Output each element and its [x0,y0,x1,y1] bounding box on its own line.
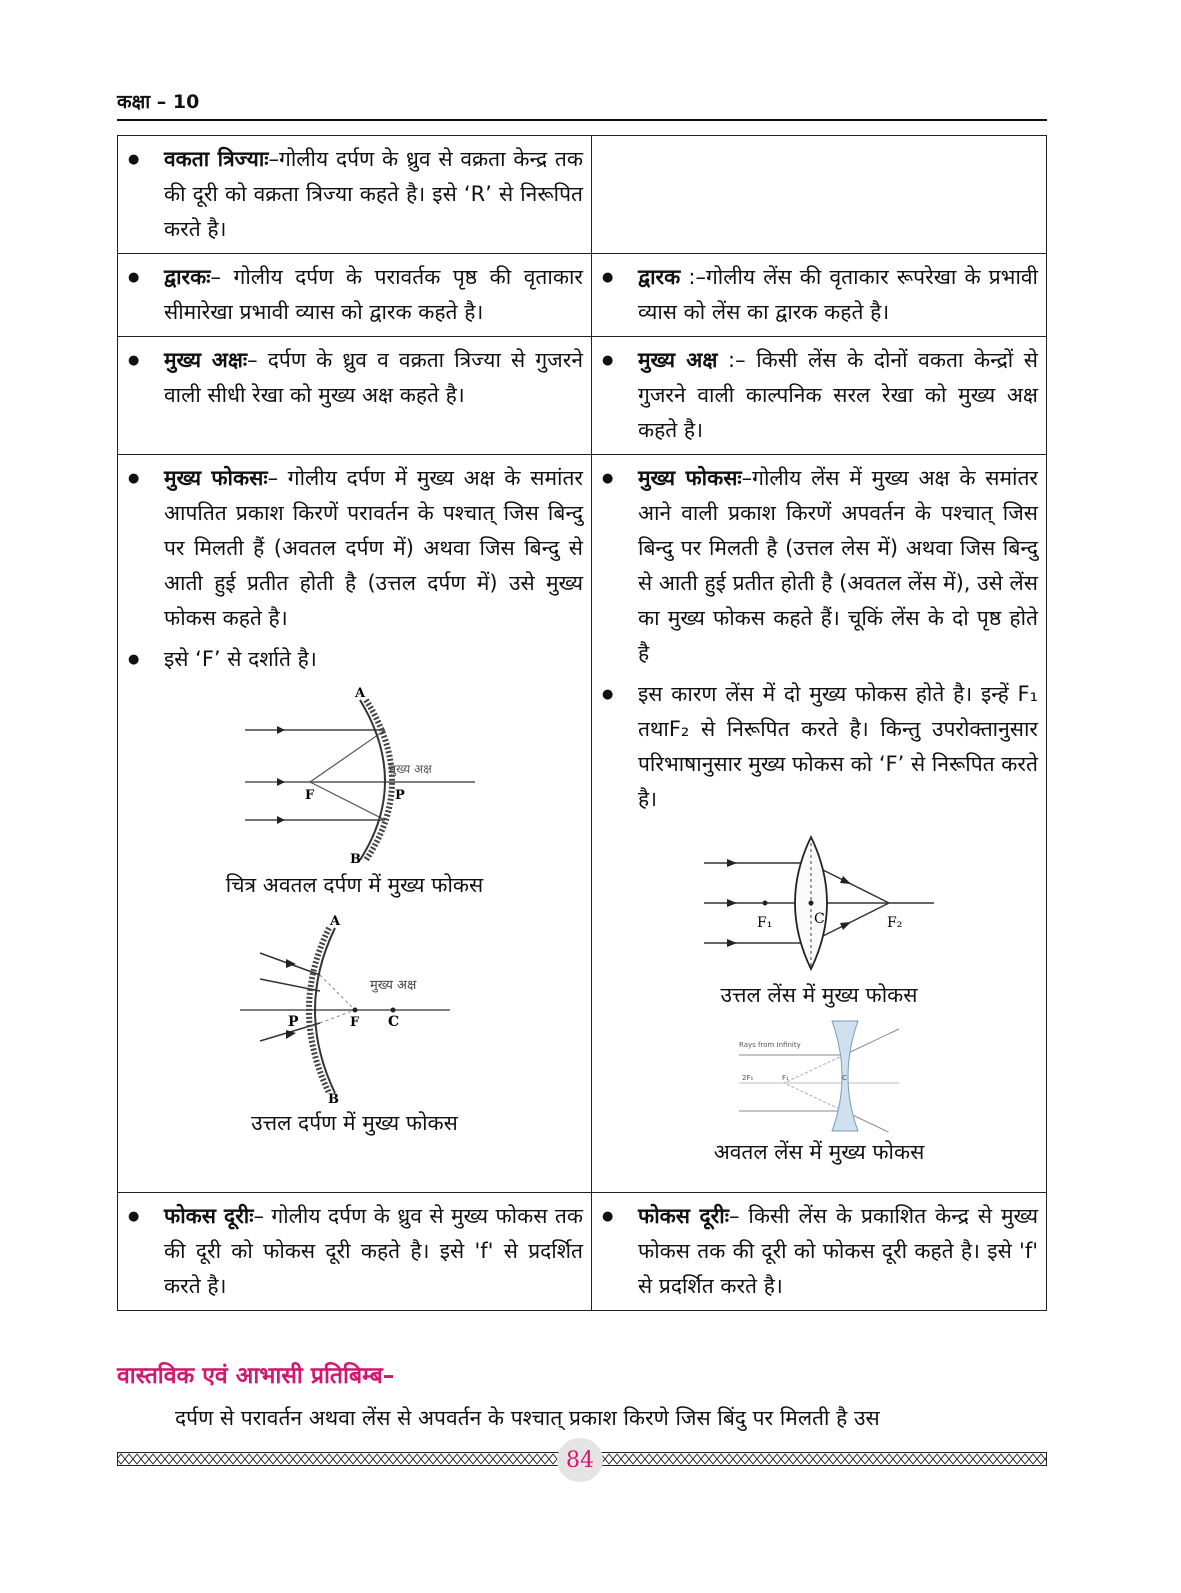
lens-cell [592,1193,1047,1311]
label-f1: F₁ [757,915,773,931]
mirror-cell [118,1193,592,1311]
list-item [600,343,1038,448]
list-item [126,260,583,330]
label-c: C [387,1014,399,1030]
definition-text: – गोलीय दर्पण के ध्रुव से मुख्य फोकस तक की दूरी को फोकस दूरी कहते है। इसे 'f' से प्रदर्शित करते है। [164,1204,583,1298]
convex-mirror-figure [126,913,583,1137]
label-a: A [354,686,365,701]
page-number: 84 [557,1438,603,1482]
table-row-principal-focus [118,455,1047,1193]
mirror-cell [118,136,592,254]
section-heading: वास्तविक एवं आभासी प्रतिबिम्ब– [117,1363,395,1389]
term-label: फोकस दूरीः [164,1204,254,1228]
concave-lens-figure [600,1017,1038,1166]
term-label: मुख्य फोकसः [638,466,742,490]
definition-text: – किसी लेंस के प्रकाशित केन्द्र से मुख्य फोकस तक की दूरी को फोकस दूरी कहते है। इसे 'f' से प्रदर्शित करते है। [638,1204,1038,1298]
table-row-principal-axis [118,337,1047,455]
rays-label: Rays from Infinity [739,1041,801,1049]
label-f: F [304,788,314,803]
table-row-aperture [118,254,1047,337]
definition-text: :– किसी लेंस के दोनों वकता केन्द्रों से गुजरने वाली काल्पनिक सरल रेखा को मुख्य अक्ष कहते है। [638,348,1039,442]
figure-caption: उत्तल लेंस में मुख्य फोकस [720,983,918,1007]
definition-text: – दर्पण के ध्रुव व वक्रता त्रिज्या से गुजरने वाली सीधी रेखा को मुख्य अक्ष कहते है। [164,348,583,407]
term-label: द्वारक [638,265,681,289]
label-b: B [349,852,361,865]
axis-label: मुख्य अक्ष [369,978,416,993]
table-row-focal-length [118,1193,1047,1311]
figure-caption: चित्र अवतल दर्पण में मुख्य फोकस [225,873,484,897]
list-item [126,461,583,636]
convex-lens-figure [600,835,1038,1009]
list-item [126,142,583,247]
term-label: मुख्य अक्षः [164,348,248,372]
term-label: मुख्य अक्ष [638,348,718,372]
definition-text: – गोलीय दर्पण के परावर्तक पृष्ठ की वृताकार सीमारेखा प्रभावी व्यास को द्वारक कहते है। [164,265,583,324]
lens-cell [592,455,1047,1193]
lens-cell [592,337,1047,455]
term-label: वकता त्रिज्याः [164,147,269,171]
table-row-radius [118,136,1047,254]
convex-mirror-diagram [240,913,470,1103]
concave-mirror-diagram [235,685,475,865]
list-item [600,1199,1038,1304]
list-item [600,260,1038,330]
concave-mirror-figure [126,685,583,899]
definition-text: इसे ‘F’ से दर्शाते है। [164,647,317,671]
figure-caption: अवतल लेंस में मुख्य फोकस [713,1140,925,1164]
mirror-cell [118,337,592,455]
label-a: A [329,914,340,929]
list-item [126,343,583,413]
section-paragraph: दर्पण से परावर्तन अथवा लेंस से अपवर्तन के पश्चात् प्रकाश किरणे जिस बिंदु पर मिलती है उस [175,1406,880,1430]
label-f: F [349,1015,359,1030]
label-f2: F₂ [887,915,903,931]
label-c: C [814,911,825,927]
definition-text: –गोलीय दर्पण के ध्रुव से वक्रता केन्द्र तक की दूरी को वक्रता त्रिज्या कहते है। इसे ‘R’ से निरूपित करते है। [164,147,583,241]
label-p: P [287,1014,299,1030]
definition-text: – गोलीय दर्पण में मुख्य अक्ष के समांतर आपतित प्रकाश किरणें परावर्तन के पश्चात् जिस बिन्दु पर मिलती हैं (अवतल दर्पण में) अथवा जिस बिन्दु से आती हुई प्रतीत होती है (उत्तल दर्पण में) उसे मुख्य फोकस कहते है। [164,466,584,630]
list-item [126,642,583,677]
header-rule [117,119,1047,121]
definition-text: :–गोलीय लेंस की वृताकार रूपरेखा के प्रभावी व्यास को लेंस का द्वारक कहते है। [638,265,1038,324]
list-item [600,461,1038,671]
class-header: कक्षा – 10 [117,91,200,113]
definition-text: –गोलीय लेंस में मुख्य अक्ष के समांतर आने वाली प्रकाश किरणें अपवर्तन के पश्चात् जिस बिन्दु पर मिलती है (उत्तल लेस में) अथवा जिस बिन्दु से आती हुई प्रतीत होती है (अवतल लेंस में), उसे लेंस का मुख्य फोकस कहते हैं। चूकिं लेंस के दो पृष्ठ होते है [638,466,1039,665]
term-label: मुख्य फोकसः [164,466,268,490]
list-item [600,677,1038,817]
label-b: B [327,1092,339,1103]
lens-cell [592,254,1047,337]
concave-lens-diagram [734,1017,904,1132]
axis-label: मुख्य अक्ष [388,762,432,776]
label-c: C [842,1074,847,1082]
mirror-cell [118,455,592,1193]
term-label: फोकस दूरीः [638,1204,729,1228]
term-label: द्वारकः [164,265,211,289]
figure-caption: उत्तल दर्पण में मुख्य फोकस [251,1111,458,1135]
convex-lens-diagram [699,835,939,975]
lens-cell-empty [592,136,1047,254]
mirror-cell [118,254,592,337]
list-item [126,1199,583,1304]
label-p: P [394,788,405,803]
definition-text: इस कारण लेंस में दो मुख्य फोकस होते है। इन्हें F₁ तथाF₂ से निरूपित करते है। किन्तु उपरोक्तानुसार परिभाषानुसार मुख्य फोकस को ‘F’ से निरूपित करते है। [638,682,1038,811]
label-f1: F₁ [782,1074,789,1082]
comparison-table [117,135,1047,1311]
label-2f1: 2F₁ [742,1074,754,1082]
